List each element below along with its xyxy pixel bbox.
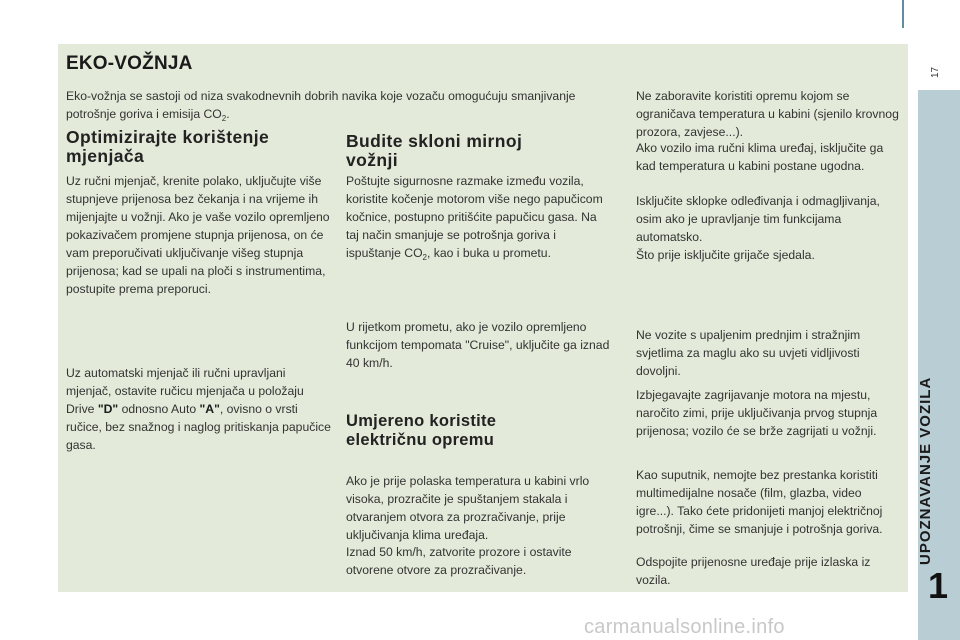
col2-para2: U rijetkom prometu, ako je vozilo opremljeno funkcijom tempomata "Cruise", uključite ga iznad 40 km/h. xyxy=(346,320,610,370)
heading-electrical-equipment: Umjereno koristite električnu opremu xyxy=(346,412,497,449)
col1-para1: Uz ručni mjenjač, krenite polako, uključujte više stupnjeve prijenosa bez čekanja i na vrijeme ih mijenjajte u vožnji. Ako je vaše vozilo opremljeno pokazivačem promjene stupnja prijenosa, on će vam preporučivati uključivanje višeg stupnja prijenosa; kad se upali na ploči s instrumentima, postupite prema preporuci. xyxy=(66,174,330,296)
col3-para2: Ako vozilo ima ručni klima uređaj, isključite ga kad temperatura u kabini postane ugodna. xyxy=(636,141,884,173)
page-title: EKO-VOŽNJA xyxy=(66,53,193,74)
page-number: 17 xyxy=(930,66,941,78)
col3-para6: Izbjegavajte zagrijavanje motora na mjestu, naročito zimi, prije uključivanja prvog stupnja prijenosa; vozilo će se brže zagrijati u vožnji. xyxy=(636,388,878,438)
chapter-label: UPOZNAVANJE VOZILA xyxy=(917,376,934,565)
col1-para2: Uz automatski mjenjač ili ručni upravljani mjenjač, ostavite ručicu mjenjača u položaju Drive "D" odnosno Auto "A", ovisno o vrsti ručice, bez snažnog i naglog pritiskanja papučice gasa. xyxy=(66,366,331,452)
chapter-number: 1 xyxy=(927,565,949,606)
col2-para1: Poštujte sigurnosne razmake između vozila, koristite kočenje motorom više nego papučicom kočnice, postupno pritišćite papučicu gasa. Na taj način smanjuje se potrošnja goriva i ispuštanje $CO_2$, kao i buka u prometu. xyxy=(346,174,603,262)
col2-para4: Iznad 50 km/h, zatvorite prozore i ostavite otvorene otvore za prozračivanje. xyxy=(346,545,572,577)
intro-text: Eko-vožnja se sastoji od niza svakodnevnih dobrih navika koje vozaču omogućuju smanjivanje potrošnje goriva i emisija $CO_2$. xyxy=(66,89,576,123)
watermark: carmanualsonline.info xyxy=(584,616,785,638)
heading-smooth-driving: Budite skloni mirnoj vožnji xyxy=(346,131,523,170)
col3-para4: Što prije isključite grijače sjedala. xyxy=(636,248,815,262)
col3-para8: Odspojite prijenosne uređaje prije izlaska iz vozila. xyxy=(636,555,871,587)
col3-para5: Ne vozite s upaljenim prednjim i stražnjim svjetlima za maglu ako su uvjeti vidljivosti dovoljni. xyxy=(636,328,861,378)
col3-para1: Ne zaboravite koristiti opremu kojom se ograničava temperatura u kabini (sjenilo krovnog prozora, zavjese...). xyxy=(636,89,899,139)
top-accent-line xyxy=(902,0,904,28)
col3-para3: Isključite sklopke odleđivanja i odmagljivanja, osim ako je upravljanje tim funkcijama automatsko. xyxy=(636,194,880,244)
col3-para7: Kao suputnik, nemojte bez prestanka koristiti multimedijalne nosače (film, glazba, video igre...). Tako ćete pridonijeti manjoj električnoj potrošnji, čime se smanjuje i potrošnja goriva. xyxy=(636,468,883,536)
col2-para3: Ako je prije polaska temperatura u kabini vrlo visoka, prozračite je spuštanjem stakala i otvaranjem otvora za prozračivanje, prije uključivanja klima uređaja. xyxy=(346,474,590,542)
heading-optimize-gearbox: Optimizirajte korištenje mjenjača xyxy=(66,127,270,166)
